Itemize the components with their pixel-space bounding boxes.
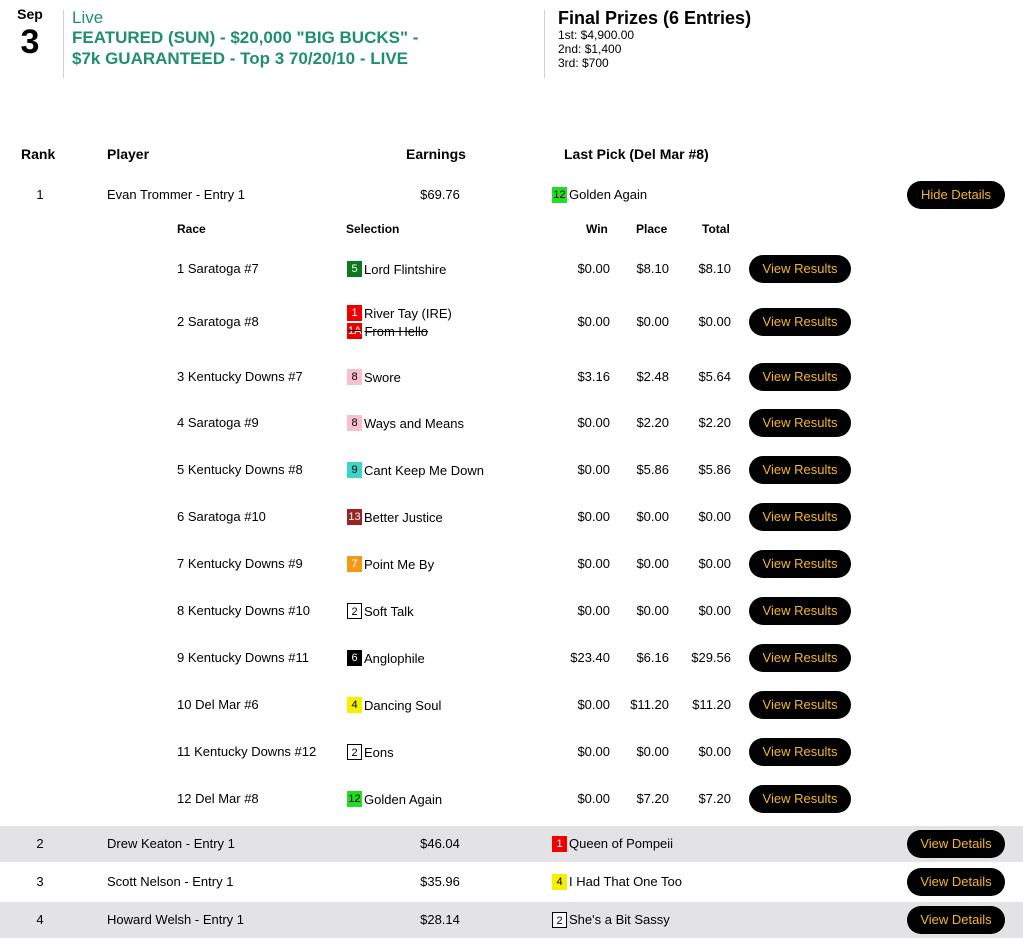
race-name: 5 Kentucky Downs #8 — [177, 462, 303, 477]
contest-header — [0, 0, 1023, 90]
race-name: 2 Saratoga #8 — [177, 314, 259, 329]
win-amount: $0.00 — [577, 556, 610, 571]
player-row — [0, 826, 1023, 862]
scratched-selection-line — [347, 322, 452, 340]
total-amount: $5.64 — [698, 369, 731, 384]
race-name: 12 Del Mar #8 — [177, 791, 259, 806]
view-results-button[interactable]: View Results — [749, 691, 851, 719]
saddlecloth-number: 12 — [348, 793, 361, 805]
total-amount: $0.00 — [698, 509, 731, 524]
total-amount: $5.86 — [698, 462, 731, 477]
prize-second: 2nd: $1,400 — [558, 42, 622, 56]
horse-name: Queen of Pompeii — [569, 836, 674, 851]
race-row — [0, 776, 1023, 822]
selection-line — [347, 743, 394, 761]
view-results-button[interactable]: View Results — [749, 550, 851, 578]
selection — [347, 682, 441, 728]
col-race: Race — [177, 222, 206, 236]
total-amount: $0.00 — [698, 556, 731, 571]
view-details-button[interactable]: View Details — [907, 830, 1005, 858]
win-amount: $23.40 — [570, 650, 610, 665]
selection-line — [347, 649, 425, 667]
place-amount: $11.20 — [630, 697, 669, 712]
race-name: 4 Saratoga #9 — [177, 415, 259, 430]
col-last-pick: Last Pick (Del Mar #8) — [564, 146, 709, 162]
selection — [347, 354, 401, 400]
total-amount: $8.10 — [698, 261, 731, 276]
view-results-button[interactable]: View Results — [749, 456, 851, 484]
player-earnings: $28.14 — [420, 912, 460, 927]
selection — [347, 776, 442, 822]
selection-line — [347, 790, 442, 808]
saddlecloth-number: 13 — [348, 511, 361, 523]
saddlecloth-number: 5 — [347, 261, 362, 277]
col-earnings: Earnings — [406, 146, 466, 162]
player-name: Drew Keaton - Entry 1 — [107, 836, 235, 851]
horse-name: I Had That One Too — [569, 874, 682, 889]
leaderboard-header — [0, 146, 1023, 166]
horse-name: Point Me By — [364, 556, 435, 572]
win-amount: $0.00 — [577, 697, 610, 712]
last-pick — [552, 902, 670, 938]
race-row — [0, 494, 1023, 540]
selection-line — [347, 555, 434, 573]
divider — [544, 10, 545, 78]
horse-name: River Tay (IRE) — [364, 305, 452, 321]
place-amount: $7.20 — [636, 791, 669, 806]
divider — [63, 10, 64, 78]
place-amount: $6.16 — [636, 650, 669, 665]
player-earnings: $69.76 — [420, 187, 460, 202]
horse-name: Dancing Soul — [364, 697, 442, 713]
contest-title-line-2: $7k GUARANTEED - Top 3 70/20/10 - LIVE — [72, 49, 408, 68]
place-amount: $8.10 — [636, 261, 669, 276]
win-amount: $0.00 — [577, 314, 610, 329]
selection-line — [347, 260, 446, 278]
date-day: 3 — [20, 23, 40, 61]
horse-name: Lord Flintshire — [364, 261, 447, 277]
saddlecloth-number: 6 — [347, 650, 362, 666]
last-pick — [552, 864, 682, 900]
race-row — [0, 541, 1023, 587]
view-results-button[interactable]: View Results — [749, 597, 851, 625]
view-results-button[interactable]: View Results — [749, 409, 851, 437]
total-amount: $29.56 — [691, 650, 731, 665]
contest-status: Live — [72, 8, 104, 27]
saddlecloth-number: 1 — [347, 305, 362, 321]
selection-line — [347, 696, 441, 714]
place-amount: $0.00 — [636, 556, 669, 571]
place-amount: $0.00 — [636, 314, 669, 329]
selection-line — [347, 414, 464, 432]
player-rank: 4 — [36, 912, 44, 927]
view-details-button[interactable]: View Details — [907, 906, 1005, 934]
place-amount: $2.20 — [636, 415, 669, 430]
col-win: Win — [586, 222, 608, 236]
race-name: 11 Kentucky Downs #12 — [177, 744, 317, 759]
win-amount: $0.00 — [577, 462, 610, 477]
horse-name: Swore — [364, 369, 401, 385]
prize-third: 3rd: $700 — [558, 56, 609, 70]
horse-name: Better Justice — [364, 509, 443, 525]
col-total: Total — [702, 222, 730, 236]
race-row — [0, 635, 1023, 681]
prize-first: 1st: $4,900.00 — [558, 28, 635, 42]
race-name: 8 Kentucky Downs #10 — [177, 603, 310, 618]
race-name: 9 Kentucky Downs #11 — [177, 650, 309, 665]
view-results-button[interactable]: View Results — [749, 363, 851, 391]
total-amount: $2.20 — [698, 415, 731, 430]
win-amount: $3.16 — [577, 369, 610, 384]
place-amount: $0.00 — [636, 744, 669, 759]
total-amount: $0.00 — [698, 603, 731, 618]
view-results-button[interactable]: View Results — [749, 644, 851, 672]
saddlecloth-number: 4 — [347, 697, 362, 713]
race-row — [0, 447, 1023, 493]
contest-date — [8, 6, 52, 60]
horse-name: Golden Again — [364, 791, 443, 807]
win-amount: $0.00 — [577, 791, 610, 806]
player-earnings: $35.96 — [420, 874, 460, 889]
saddlecloth-number: 2 — [552, 912, 567, 928]
final-prizes — [558, 8, 858, 70]
saddlecloth-number: 2 — [347, 603, 362, 619]
horse-name: She's a Bit Sassy — [569, 912, 670, 927]
win-amount: $0.00 — [577, 261, 610, 276]
total-amount: $0.00 — [698, 744, 731, 759]
place-amount: $0.00 — [636, 603, 669, 618]
player-name: Howard Welsh - Entry 1 — [107, 912, 245, 927]
view-results-button[interactable]: View Results — [749, 785, 851, 813]
selection — [347, 400, 464, 446]
saddlecloth-number: 8 — [347, 369, 362, 385]
col-player: Player — [107, 146, 150, 162]
race-row — [0, 293, 1023, 351]
view-details-button[interactable]: View Details — [907, 868, 1005, 896]
saddlecloth-number: 7 — [347, 556, 362, 572]
total-amount: $0.00 — [698, 314, 731, 329]
player-row — [0, 902, 1023, 938]
win-amount: $0.00 — [577, 744, 610, 759]
saddlecloth-number: 12 — [553, 189, 566, 201]
place-amount: $2.48 — [636, 369, 669, 384]
selection — [347, 494, 443, 540]
selection — [347, 447, 484, 493]
view-results-button[interactable]: View Results — [749, 738, 851, 766]
saddlecloth-number: 1A — [348, 325, 362, 337]
race-name: 7 Kentucky Downs #9 — [177, 556, 303, 571]
horse-name: Eons — [364, 744, 394, 760]
view-results-button[interactable]: View Results — [749, 308, 851, 336]
player-rank: 2 — [36, 836, 44, 851]
player-row — [0, 864, 1023, 900]
race-name: 1 Saratoga #7 — [177, 261, 259, 276]
col-place: Place — [636, 222, 668, 236]
horse-name: Soft Talk — [364, 603, 414, 619]
selection-line — [347, 508, 443, 526]
total-amount: $11.20 — [692, 697, 731, 712]
selection — [347, 293, 452, 351]
player-earnings: $46.04 — [420, 836, 460, 851]
race-row — [0, 588, 1023, 634]
win-amount: $0.00 — [577, 415, 610, 430]
selection-line — [347, 602, 414, 620]
horse-name: Cant Keep Me Down — [364, 462, 484, 478]
view-results-button[interactable]: View Results — [749, 503, 851, 531]
race-row — [0, 354, 1023, 400]
race-row — [0, 246, 1023, 292]
race-row — [0, 400, 1023, 446]
saddlecloth-number: 4 — [552, 874, 567, 890]
last-pick — [552, 177, 647, 213]
horse-name: Ways and Means — [364, 415, 464, 431]
place-amount: $5.86 — [636, 462, 669, 477]
player-name: Evan Trommer - Entry 1 — [107, 187, 245, 202]
win-amount: $0.00 — [577, 509, 610, 524]
place-amount: $0.00 — [636, 509, 669, 524]
player-name: Scott Nelson - Entry 1 — [107, 874, 234, 889]
race-name: 6 Saratoga #10 — [177, 509, 266, 524]
horse-name: Anglophile — [364, 650, 425, 666]
race-name: 3 Kentucky Downs #7 — [177, 369, 303, 384]
race-row — [0, 682, 1023, 728]
selection-line — [347, 461, 484, 479]
player-rank: 3 — [36, 874, 44, 889]
selection-line — [347, 368, 401, 386]
saddlecloth-number: 1 — [552, 836, 567, 852]
player-row — [0, 177, 1023, 213]
contest-title-line-1: FEATURED (SUN) - $20,000 "BIG BUCKS" - — [72, 28, 419, 47]
prizes-title: Final Prizes (6 Entries) — [558, 8, 752, 28]
selection — [347, 635, 425, 681]
selection — [347, 541, 434, 587]
saddlecloth-number: 2 — [347, 744, 362, 760]
selection — [347, 729, 394, 775]
saddlecloth-number: 9 — [347, 462, 362, 478]
selection — [347, 246, 446, 292]
details-header — [0, 222, 1023, 238]
date-month: Sep — [17, 6, 43, 22]
total-amount: $7.20 — [698, 791, 731, 806]
selection-line — [347, 304, 452, 322]
race-name: 10 Del Mar #6 — [177, 697, 259, 712]
col-selection: Selection — [346, 222, 400, 236]
win-amount: $0.00 — [577, 603, 610, 618]
player-rank: 1 — [36, 187, 44, 202]
hide-details-button[interactable]: Hide Details — [907, 181, 1005, 209]
horse-name: Golden Again — [569, 187, 648, 202]
last-pick — [552, 826, 673, 862]
view-results-button[interactable]: View Results — [749, 255, 851, 283]
selection — [347, 588, 414, 634]
race-row — [0, 729, 1023, 775]
saddlecloth-number: 8 — [347, 415, 362, 431]
contest-title-block — [72, 8, 532, 69]
col-rank: Rank — [21, 146, 56, 162]
scratched-horse-name: From Hello — [364, 323, 429, 339]
